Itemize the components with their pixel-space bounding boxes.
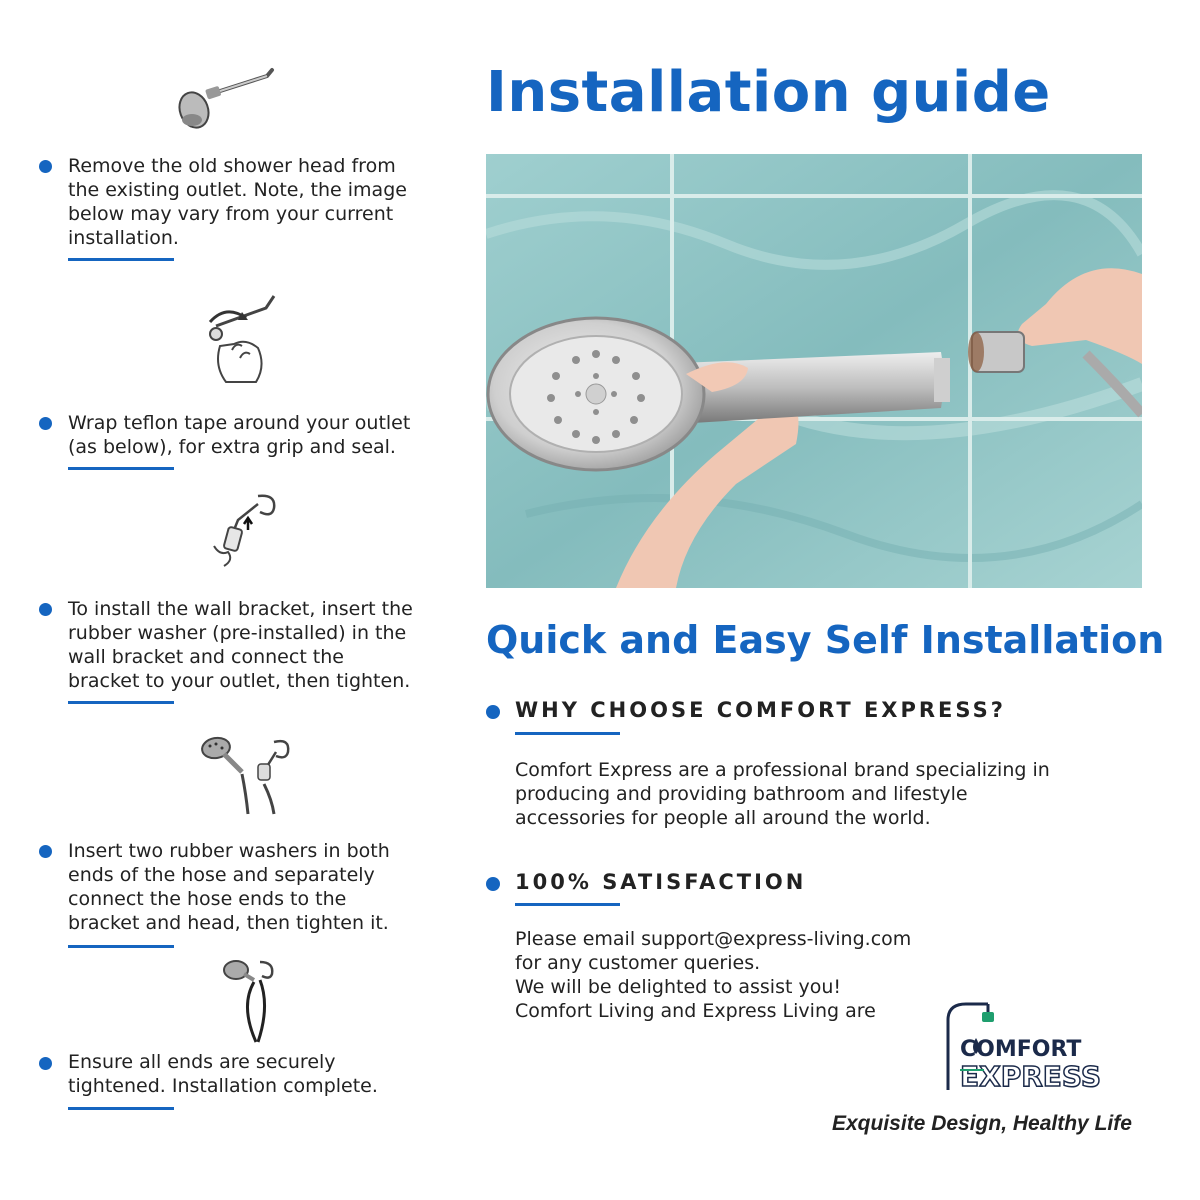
satisfaction-body: Please email support@express-living.com for any customer queries. We will be delighted to assist you! Comfort Living and Express Living are	[515, 928, 912, 1022]
step-bullet	[39, 603, 52, 616]
step-2-text: Wrap teflon tape around your outlet (as below), for extra grip and seal.	[68, 412, 411, 458]
step-5-text: Ensure all ends are securely tightened. Installation complete.	[68, 1051, 378, 1097]
section-bullet	[486, 705, 500, 719]
step-1-text: Remove the old shower head from the existing outlet. Note, the image below may vary from your current installation.	[68, 155, 407, 249]
why-choose-body: Comfort Express are a professional brand specializing in producing and providing bathroom and lifestyle accessories for people all around the world.	[515, 759, 1050, 829]
step-4-text: Insert two rubber washers in both ends of the hose and separately connect the hose ends to the bracket and head, then tighten it.	[68, 840, 390, 934]
step-underline	[68, 258, 174, 261]
section-underline	[515, 732, 620, 735]
step-underline	[68, 701, 174, 704]
section-underline	[515, 903, 620, 906]
step-3-text: To install the wall bracket, insert the rubber washer (pre-installed) in the wall bracket and connect the bracket to your outlet, then tighten.	[68, 598, 413, 692]
step-bullet	[39, 1057, 52, 1070]
step-underline	[68, 467, 174, 470]
brand-word-comfort: COMFORT	[960, 1037, 1082, 1062]
satisfaction-heading: 100% SATISFACTION	[515, 870, 807, 894]
complete-assembly-icon	[220, 956, 280, 1046]
page-title: Installation guide	[486, 60, 1051, 125]
step-bullet	[39, 417, 52, 430]
step-underline	[68, 1107, 174, 1110]
why-choose-heading: WHY CHOOSE COMFORT EXPRESS?	[515, 698, 1006, 722]
step-bullet	[39, 845, 52, 858]
brand-word-express: EXPRESS	[960, 1060, 1101, 1093]
teflon-tape-wrap-icon	[196, 286, 288, 390]
installation-photo	[486, 154, 1142, 588]
section-title: Quick and Easy Self Installation	[486, 618, 1165, 662]
hose-connect-icon	[198, 734, 300, 816]
section-bullet	[486, 877, 500, 891]
brand-tagline: Exquisite Design, Healthy Life	[832, 1112, 1132, 1135]
brand-logo	[944, 1000, 1144, 1096]
step-bullet	[39, 160, 52, 173]
shower-head-remove-icon	[172, 62, 282, 138]
step-underline	[68, 945, 174, 948]
wall-bracket-install-icon	[204, 486, 284, 568]
